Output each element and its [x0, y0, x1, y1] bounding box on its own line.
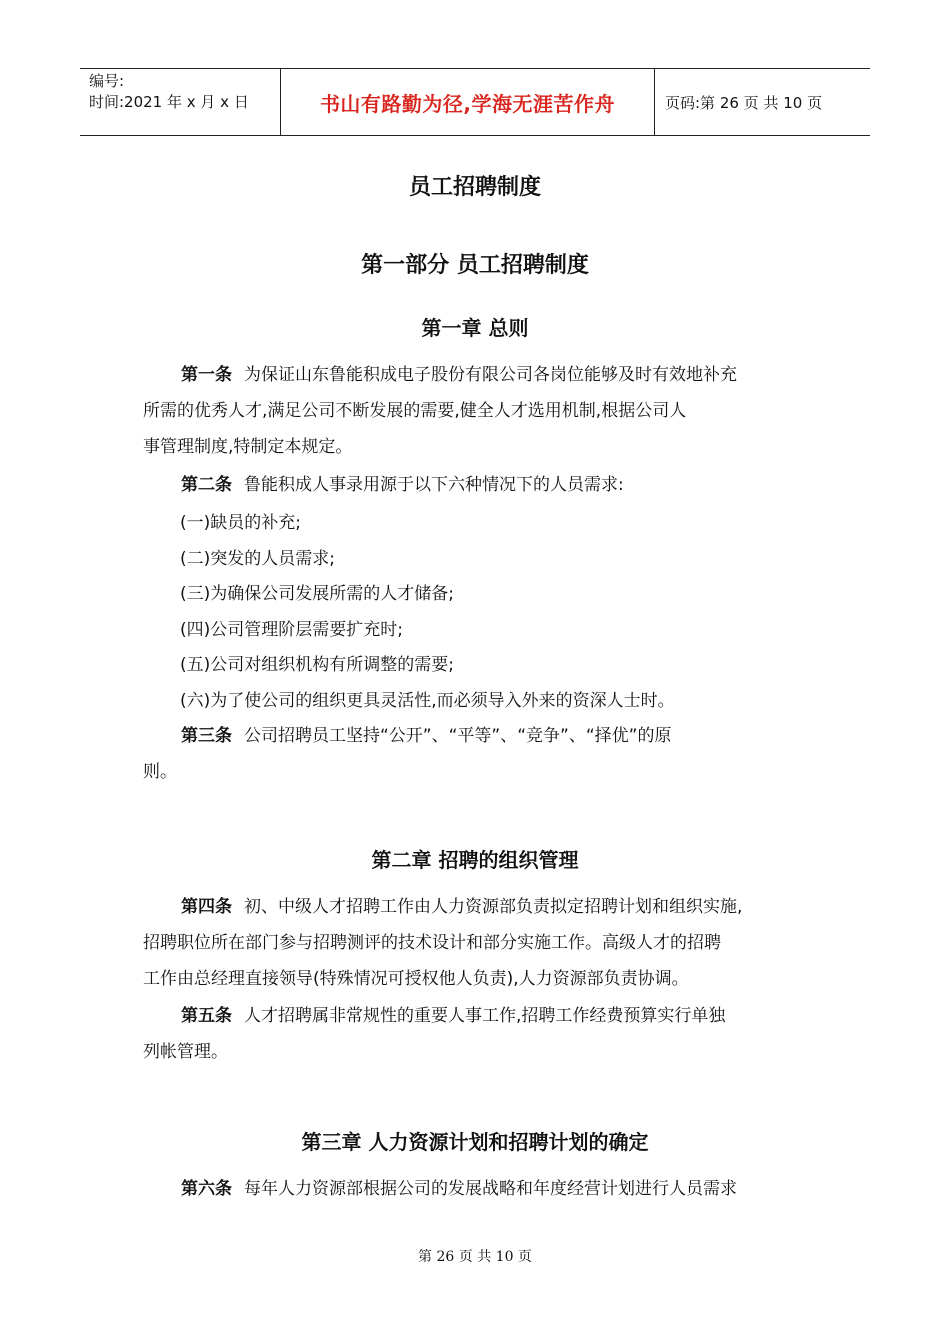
article-3-line-1: 第三条 公司招聘员工坚持“公开”、“平等”、“竞争”、“择优”的原 — [181, 726, 672, 746]
article-6-label: 第六条 — [181, 1179, 232, 1199]
article-5-line-2: 列帐管理。 — [143, 1042, 228, 1062]
article-4-line-3: 工作由总经理直接领导(特殊情况可授权他人负责),人力资源部负责协调。 — [143, 969, 689, 989]
article-1-line-3: 事管理制度,特制定本规定。 — [143, 437, 353, 457]
header-page-code-cell — [655, 69, 870, 135]
document-number-label: 编号: — [89, 72, 125, 90]
article-3-label: 第三条 — [181, 726, 232, 746]
header-motto-cell — [281, 69, 655, 135]
chapter-2-title: 第二章 招聘的组织管理 — [371, 848, 579, 872]
article-2-item-3: (三)为确保公司发展所需的人才储备; — [180, 584, 454, 604]
motto-text: 书山有路勤为径,学海无涯苦作舟 — [319, 91, 616, 116]
article-1-line-1: 第一条 为保证山东鲁能积成电子股份有限公司各岗位能够及时有效地补充 — [181, 365, 737, 385]
article-3-line-2: 则。 — [143, 762, 177, 782]
article-2-line-1: 第二条 鲁能积成人事录用源于以下六种情况下的人员需求: — [181, 475, 624, 495]
article-2-item-6: (六)为了使公司的组织更具灵活性,而必须导入外来的资深人士时。 — [180, 691, 675, 711]
header-table — [80, 68, 870, 136]
chapter-1-title: 第一章 总则 — [421, 316, 529, 340]
article-2-label: 第二条 — [181, 475, 232, 495]
article-2-item-2: (二)突发的人员需求; — [180, 549, 335, 569]
document-title: 员工招聘制度 — [408, 175, 541, 200]
article-2-item-1: (一)缺员的补充; — [180, 513, 301, 533]
article-1-label: 第一条 — [181, 365, 232, 385]
chapter-3-title: 第三章 人力资源计划和招聘计划的确定 — [301, 1130, 649, 1154]
article-4-label: 第四条 — [181, 897, 232, 917]
article-2-item-5: (五)公司对组织机构有所调整的需要; — [180, 655, 454, 675]
article-2-item-4: (四)公司管理阶层需要扩充时; — [180, 620, 403, 640]
document-time-label: 时间:2021 年 x 月 x 日 — [89, 93, 249, 111]
article-5-label: 第五条 — [181, 1006, 232, 1026]
page-footer: 第 26 页 共 10 页 — [418, 1249, 532, 1265]
header-left-cell — [80, 69, 281, 135]
page-code-text: 页码:第 26 页 共 10 页 — [665, 93, 823, 112]
article-5-line-1: 第五条 人才招聘属非常规性的重要人事工作,招聘工作经费预算实行单独 — [181, 1006, 726, 1026]
article-1-line-2: 所需的优秀人才,满足公司不断发展的需要,健全人才选用机制,根据公司人 — [143, 401, 687, 421]
part-title: 第一部分 员工招聘制度 — [361, 253, 589, 278]
article-6-line-1: 第六条 每年人力资源部根据公司的发展战略和年度经营计划进行人员需求 — [181, 1179, 737, 1199]
article-4-line-1: 第四条 初、中级人才招聘工作由人力资源部负责拟定招聘计划和组织实施, — [181, 897, 743, 917]
article-4-line-2: 招聘职位所在部门参与招聘测评的技术设计和部分实施工作。高级人才的招聘 — [143, 933, 721, 953]
